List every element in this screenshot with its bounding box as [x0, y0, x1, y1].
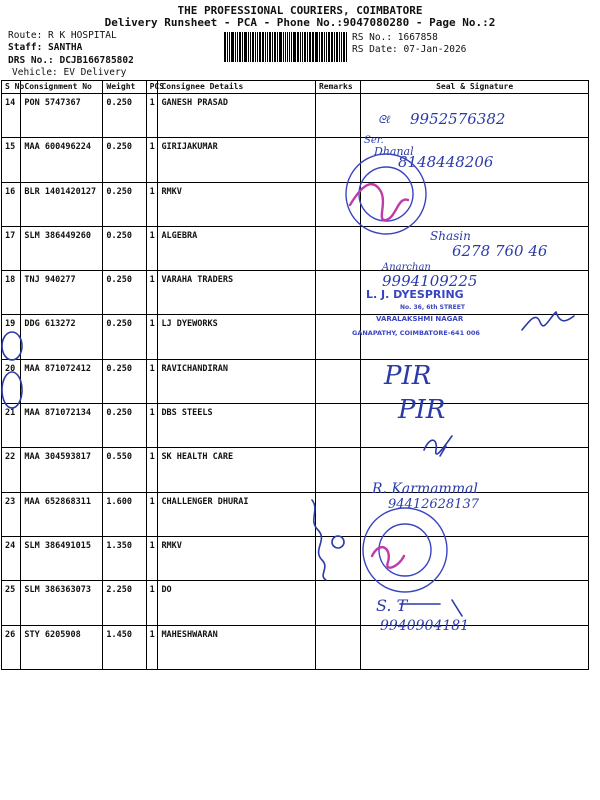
handwritten-name: R. Karmammal: [372, 481, 478, 497]
cell-consignee: DBS STEELS: [158, 404, 316, 448]
phone-handwritten: 6278 760 46: [452, 242, 548, 260]
handwritten-name: Anarchan: [382, 262, 431, 273]
drs-number: DRS No.: DCJB166785802: [8, 55, 134, 66]
cell-weight: 0.250: [103, 138, 146, 182]
cell-weight: 2.250: [103, 581, 146, 625]
cell-sno: 17: [2, 226, 21, 270]
cell-consignment: TNJ 940277: [21, 271, 103, 315]
cell-weight: 1.350: [103, 536, 146, 580]
stamp-line: GANAPATHY, COIMBATORE-641 006: [352, 329, 480, 337]
signature-scribble: [522, 312, 574, 330]
cell-pcs: 1: [146, 492, 158, 536]
stamp-line: VARALAKSHMI NAGAR: [376, 315, 464, 323]
cell-consignment: BLR 1401420127: [21, 182, 103, 226]
cell-sno: 19: [2, 315, 21, 359]
cell-pcs: 1: [146, 359, 158, 403]
circle-mark: [2, 332, 22, 360]
cell-weight: 0.250: [103, 94, 146, 138]
rs-number: RS No.: 1667858: [352, 32, 438, 43]
signature-scribble: [400, 600, 462, 616]
cell-pcs: 1: [146, 94, 158, 138]
cell-consignee: ALGEBRA: [158, 226, 316, 270]
cell-consignment: SLM 386449260: [21, 226, 103, 270]
cell-consignment: MAA 304593817: [21, 448, 103, 492]
stamp-line: L. J. DYESPRING: [366, 288, 464, 301]
cell-pcs: 1: [146, 226, 158, 270]
cell-sno: 24: [2, 536, 21, 580]
cell-sno: 21: [2, 404, 21, 448]
signature-scribble: ᘓℓ: [378, 113, 391, 126]
cell-sno: 22: [2, 448, 21, 492]
cell-consignment: STY 6205908: [21, 625, 103, 669]
cell-sno: 16: [2, 182, 21, 226]
cell-pcs: 1: [146, 182, 158, 226]
runsheet-title: Delivery Runsheet - PCA - Phone No.:9047080280 - Page No.:2: [104, 16, 496, 29]
cell-consignee: GIRIJAKUMAR: [158, 138, 316, 182]
cell-consignee: RMKV: [158, 536, 316, 580]
cell-weight: 1.450: [103, 625, 146, 669]
cell-pcs: 1: [146, 581, 158, 625]
cell-consignee: DO: [158, 581, 316, 625]
col-consignment: Consignment No: [21, 81, 103, 94]
col-seal: Seal & Signature: [361, 81, 589, 94]
company-title: THE PROFESSIONAL COURIERS, COIMBATORE: [177, 4, 423, 17]
handwritten-initials: PIR: [384, 361, 432, 391]
round-stamp: [363, 508, 447, 592]
col-weight: Weight: [103, 81, 146, 94]
cell-consignment: MAA 652868311: [21, 492, 103, 536]
cell-consignee: VARAHA TRADERS: [158, 271, 316, 315]
cell-weight: 0.250: [103, 404, 146, 448]
handwritten-initials: PIR: [398, 395, 446, 425]
round-stamp: [346, 154, 426, 234]
cell-pcs: 1: [146, 448, 158, 492]
cell-consignment: PON 5747367: [21, 94, 103, 138]
cell-sno: 14: [2, 94, 21, 138]
handwritten-name: Shasin: [430, 229, 471, 243]
handwritten-name: Dhanal: [374, 145, 414, 158]
cell-sno: 15: [2, 138, 21, 182]
staff-label: Staff: SANTHA: [8, 42, 83, 53]
rs-date: RS Date: 07-Jan-2026: [352, 44, 467, 55]
cell-weight: 0.250: [103, 359, 146, 403]
cell-sno: 20: [2, 359, 21, 403]
cell-consignee: SK HEALTH CARE: [158, 448, 316, 492]
cell-consignment: MAA 871072412: [21, 359, 103, 403]
cell-consignee: LJ DYEWORKS: [158, 315, 316, 359]
cell-weight: 1.600: [103, 492, 146, 536]
cell-consignee: GANESH PRASAD: [158, 94, 316, 138]
cell-sno: 18: [2, 271, 21, 315]
cell-sno: 25: [2, 581, 21, 625]
cell-consignee: RAVICHANDIRAN: [158, 359, 316, 403]
col-remarks: Remarks: [315, 81, 360, 94]
signature-scribble: [424, 436, 452, 456]
pink-signature: [372, 547, 404, 568]
handwritten-name: S. T: [376, 596, 408, 615]
cell-consignment: SLM 386491015: [21, 536, 103, 580]
phone-handwritten: 9952576382: [410, 110, 506, 128]
cell-pcs: 1: [146, 271, 158, 315]
phone-handwritten: 94412628137: [388, 497, 479, 512]
cell-consignee: RMKV: [158, 182, 316, 226]
circle-mark: [2, 372, 22, 408]
vehicle-label: Vehicle: EV Delivery: [12, 67, 127, 78]
handwritten-note: Ser.: [364, 135, 384, 146]
route-label: Route: R K HOSPITAL: [8, 30, 117, 41]
cell-sno: 26: [2, 625, 21, 669]
signature-scribble: [312, 500, 326, 580]
cell-weight: 0.550: [103, 448, 146, 492]
stamp-line: No. 36, 6th STREET: [400, 304, 465, 311]
cell-weight: 0.250: [103, 315, 146, 359]
cell-pcs: 1: [146, 315, 158, 359]
col-sno: S No: [2, 81, 21, 94]
phone-handwritten: 9994109225: [382, 272, 478, 290]
cell-weight: 0.250: [103, 182, 146, 226]
cell-sno: 23: [2, 492, 21, 536]
cell-weight: 0.250: [103, 271, 146, 315]
col-pcs: PCS: [146, 81, 158, 94]
cell-consignment: SLM 386363073: [21, 581, 103, 625]
cell-pcs: 1: [146, 404, 158, 448]
company-stamp: [352, 288, 574, 337]
phone-handwritten: 9940904181: [380, 618, 470, 634]
cell-weight: 0.250: [103, 226, 146, 270]
cell-consignment: MAA 871072134: [21, 404, 103, 448]
cell-pcs: 1: [146, 536, 158, 580]
cell-pcs: 1: [146, 625, 158, 669]
cell-consignment: DDG 613272: [21, 315, 103, 359]
phone-handwritten: 8148448206: [398, 153, 494, 171]
cell-consignee: CHALLENGER DHURAI: [158, 492, 316, 536]
cell-pcs: 1: [146, 138, 158, 182]
cell-consignee: MAHESHWARAN: [158, 625, 316, 669]
cell-consignment: MAA 600496224: [21, 138, 103, 182]
col-consignee: Consignee Details: [158, 81, 316, 94]
